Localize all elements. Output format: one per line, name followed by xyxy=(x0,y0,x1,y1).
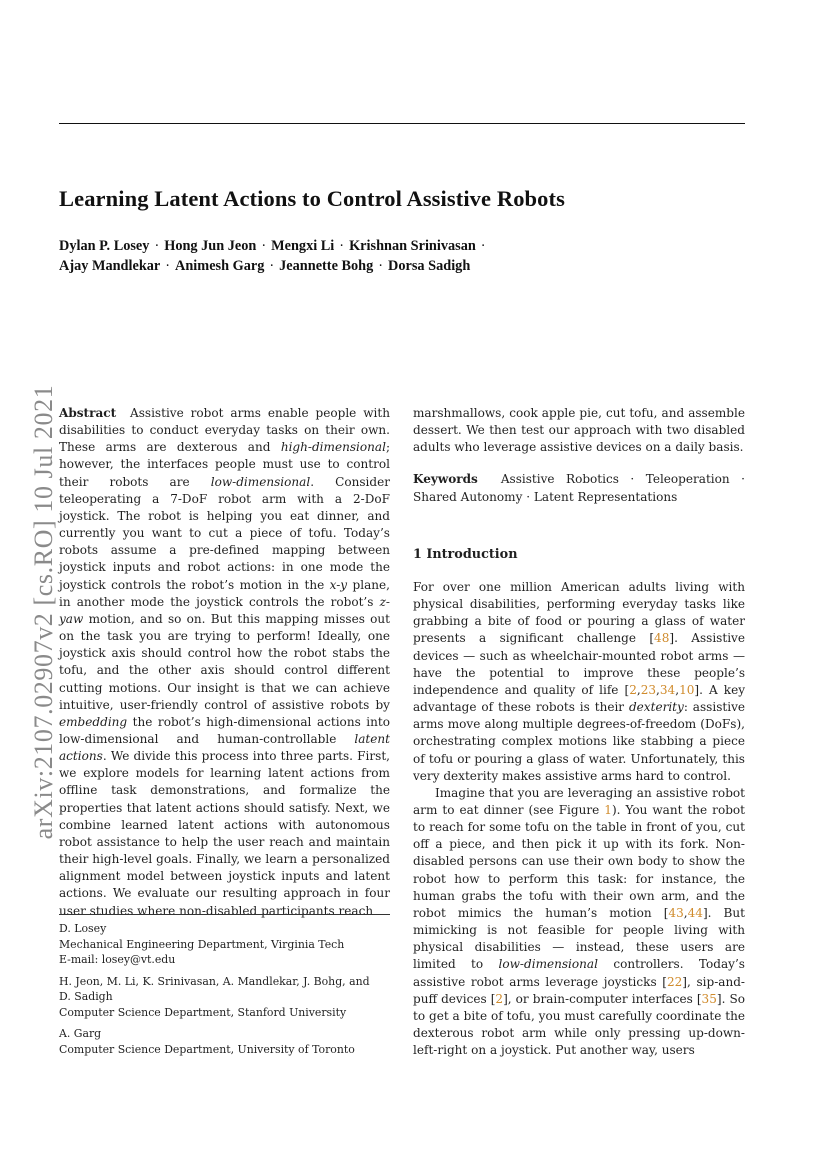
author: Ajay Mandlekar xyxy=(59,258,161,274)
body-text: ]. Assistive devices — such as wheelchair-mounted robot arms — have the potential to improve these people’s independence and quality of life [ xyxy=(413,631,745,697)
abstract-text: the robot’s high-dimensional actions into low-dimensional and human-controllable xyxy=(59,714,390,746)
citation-link[interactable]: 35 xyxy=(701,991,717,1006)
abstract-block xyxy=(59,405,390,920)
citation-link[interactable]: 44 xyxy=(687,905,703,920)
abstract-text: . Consider teleoperating a 7-DoF robot arm with a 2-DoF joystick. The robot is helping you eat dinner, and currently you want to cut a piece of tofu. Today’s robots assume a pre-defined mapping between joystick inputs and robot actions: in one mode the joystick controls the robot’s motion in the xyxy=(59,474,390,592)
abstract-text: ; however, the interfaces people must use to control their robots are xyxy=(59,440,390,489)
abstract-text: . We divide this process into three parts. First, we explore models for learning latent actions from offline task demonstrations, and formalize the properties that latent actions should satisfy. Next, we combine learned latent actions with autonomous robot assistance to help the user reach and maintain their high-level goals. Finally, we learn a personalized alignment model between joystick inputs and latent actions. We evaluate our resulting approach in four user studies where non-disabled participants reach xyxy=(59,749,390,918)
paper-title: Learning Latent Actions to Control Assistive Robots xyxy=(59,186,565,211)
body-emphasis: dexterity xyxy=(628,700,684,715)
author: Jeannette Bohg xyxy=(279,258,374,274)
author-separator: · xyxy=(378,258,384,274)
body-text: ], or brain-computer interfaces [ xyxy=(503,991,702,1006)
affiliation-email: E-mail: losey@vt.edu xyxy=(59,953,176,966)
body-emphasis: low-dimensional xyxy=(498,957,598,972)
citation-link[interactable]: 43 xyxy=(668,905,684,920)
abstract-emphasis: embedding xyxy=(59,714,128,729)
author: Mengxi Li xyxy=(271,238,335,254)
author-separator: · xyxy=(165,258,171,274)
top-rule xyxy=(59,123,745,124)
author-line-2 xyxy=(59,256,759,276)
abstract-label: Abstract xyxy=(59,406,117,420)
author-list xyxy=(59,236,759,276)
citation-link[interactable]: 10 xyxy=(679,682,695,697)
body-text: For over one million American adults living with physical disabilities, performing everyday tasks like grabbing a bite of food or pouring a glass of water presents a significant challenge [ xyxy=(413,579,745,646)
abstract-text: motion, and so on. But this mapping misses out on the task you are trying to perform! Ideally, one joystick axis should control how the robot stabs the tofu, and the other axis should control different cutting motions. Our insight is that we can achieve intuitive, user-friendly control of assistive robots by xyxy=(59,611,390,712)
author-separator: · xyxy=(261,238,267,254)
affiliation-name: D. Sadigh xyxy=(59,990,113,1003)
citation-link[interactable]: 22 xyxy=(666,974,683,989)
affiliation-name: D. Losey xyxy=(59,922,107,935)
abstract-emphasis: low-dimensional xyxy=(210,474,311,489)
section-heading-introduction: 1 Introduction xyxy=(413,546,518,562)
affiliation-stanford xyxy=(59,974,390,1021)
abstract-continuation: marshmallows, cook apple pie, cut tofu, and assemble dessert. We then test our approach with two disabled adults who leverage assistive devices on a daily basis. xyxy=(413,406,745,455)
affiliation-department: Mechanical Engineering Department, Virginia Tech xyxy=(59,937,345,951)
intro-paragraph-2: Imagine that you are leveraging an assistive robot arm to eat dinner (see Figure 1). You want the robot to reach for some tofu on the table in front of you, cut off a piece, and then pick it up with its fork. Non-disabled persons can use their own body to show the robot how to perform this task: for instance, the human grabs the tofu with their own arm, and the robot mimics the human’s motion [43,44]. But mimicking is not feasible for people living with physical disabilities — instead, these users are limited to low-dimensional controllers. Today’s assistive robot arms leverage joysticks [22], sip-and-puff devices [2], or brain-computer interfaces [35]. So to get a bite of tofu, you must carefully coordinate the dexterous robot arm while only pressing up-down-left-right on a joystick. Put another way, users xyxy=(413,785,745,1058)
affiliation-department: Computer Science Department, University of Toronto xyxy=(59,1042,355,1056)
footnote-rule xyxy=(59,914,390,915)
keywords-text: Assistive Robotics · Teleoperation · Shared Autonomy · Latent Representations xyxy=(413,472,745,504)
arxiv-identifier: arXiv:2107.02907v2 [cs.RO] 10 Jul 2021 xyxy=(29,384,58,840)
author-separator: · xyxy=(480,238,486,254)
abstract-emphasis: high-dimensional xyxy=(280,440,386,455)
body-text: controllers. Today’s assistive robot arms leverage joysticks [ xyxy=(413,957,745,989)
citation-link[interactable]: 2 xyxy=(495,991,504,1006)
citation-link[interactable]: 34 xyxy=(659,682,676,697)
body-text: ], sip-and-puff devices [ xyxy=(413,974,745,1006)
author: Dorsa Sadigh xyxy=(388,258,471,274)
right-column xyxy=(413,405,745,1059)
citation-link[interactable]: 48 xyxy=(654,631,670,646)
body-text: : assistive arms move along multiple degrees-of-freedom (DoFs), orchestrating complex motions like stabbing a piece of tofu or pouring a glass of water. Unfortunately, this very dexterity makes assistive arms hard to control. xyxy=(413,700,746,783)
author-separator: · xyxy=(339,238,345,254)
author-separator: · xyxy=(269,258,275,274)
body-text: ]. A key advantage of these robots is their xyxy=(413,682,746,715)
abstract-text: plane, in another mode the joystick controls the robot’s xyxy=(59,577,391,609)
author-separator: · xyxy=(154,238,160,254)
affiliation-footnotes xyxy=(59,921,390,1063)
abstract-emphasis: x-y xyxy=(329,577,348,592)
author: Hong Jun Jeon xyxy=(164,238,257,254)
keywords-paragraph xyxy=(413,471,745,505)
citation-link[interactable]: 2 xyxy=(629,682,637,697)
body-text: Imagine that you are leveraging an assistive robot arm to eat dinner (see Figure xyxy=(413,785,745,817)
citation-link[interactable]: 23 xyxy=(640,682,657,697)
figure-link[interactable]: 1 xyxy=(604,802,612,817)
author: Animesh Garg xyxy=(175,258,265,274)
abstract-paragraph xyxy=(59,405,390,920)
abstract-emphasis: latent actions xyxy=(59,731,390,764)
affiliation-toronto xyxy=(59,1026,390,1057)
abstract-text: Assistive robot arms enable people with disabilities to conduct everyday tasks on their own. These arms are dexterous and xyxy=(59,406,390,455)
affiliation-department: Computer Science Department, Stanford University xyxy=(59,1005,347,1019)
affiliation-losey xyxy=(59,921,390,968)
body-text: ]. But mimicking is not feasible for people living with physical disabilities — instead, these users are limited to xyxy=(413,905,745,972)
author: Krishnan Srinivasan xyxy=(349,238,476,254)
abstract-emphasis: z-yaw xyxy=(59,594,390,626)
author: Dylan P. Losey xyxy=(59,238,150,254)
body-text: ]. So to get a bite of tofu, you must carefully coordinate the dexterous robot arm while only pressing up-down-left-right on a joystick. Put another way, users xyxy=(413,991,745,1058)
author-line-1 xyxy=(59,236,759,256)
affiliation-name: A. Garg xyxy=(59,1027,102,1040)
body-text: ). You want the robot to reach for some tofu on the table in front of you, cut off a piece, and then pick it up with its fork. Non-disabled persons can use their own body to show the robot how to perform this task: for instance, the human grabs the tofu with their own arm, and the robot mimics the human’s motion [ xyxy=(413,802,745,920)
affiliation-name: H. Jeon, M. Li, K. Srinivasan, A. Mandlekar, J. Bohg, and xyxy=(59,974,370,988)
keywords-label: Keywords xyxy=(413,472,478,487)
intro-paragraph-1: For over one million American adults living with physical disabilities, performing everyday tasks like grabbing a bite of food or pouring a glass of water presents a significant challenge [48]. Assistive devices — such as wheelchair-mounted robot arms — have the potential to improve these people’s independence and quality of life [2,23,34,10]. A key advantage of these robots is their dexterity: assistive arms move along multiple degrees-of-freedom (DoFs), orchestrating complex motions like stabbing a piece of tofu or pouring a glass of water. Unfortunately, this very dexterity makes assistive arms hard to control. xyxy=(413,579,746,783)
